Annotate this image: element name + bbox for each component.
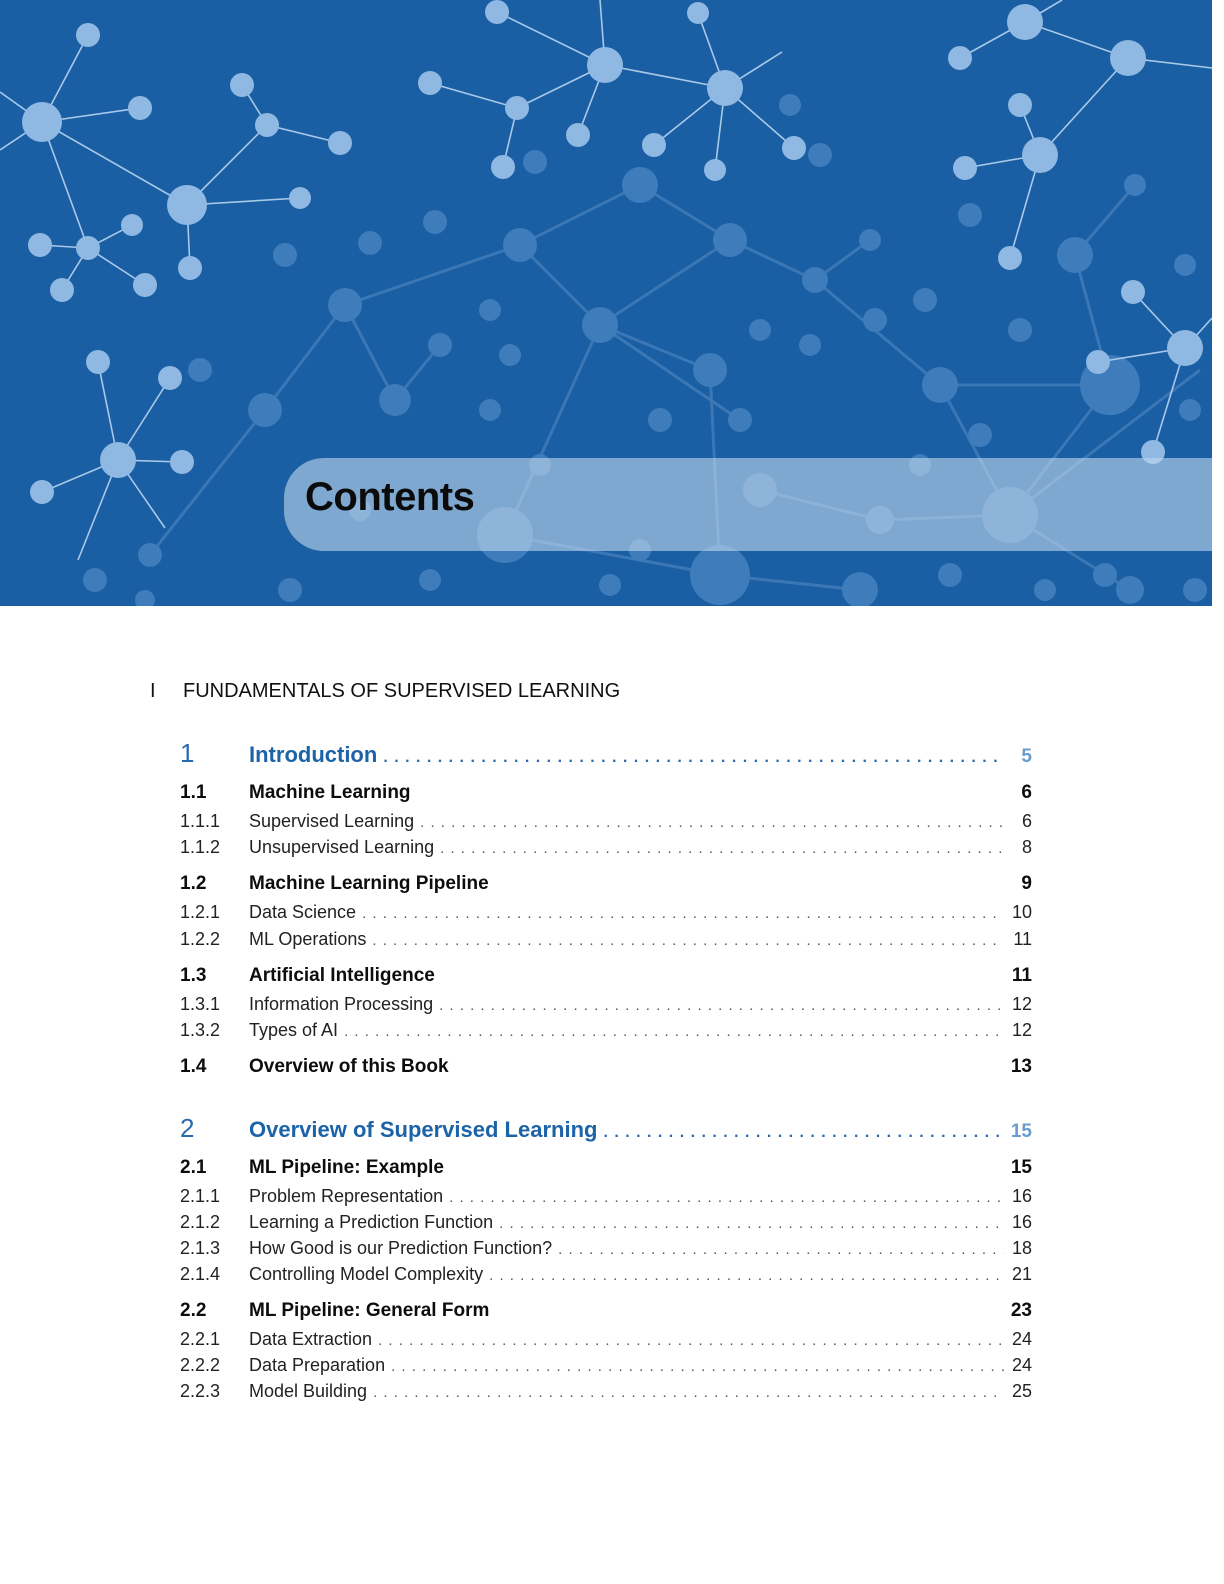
toc-title[interactable]: Data Science (249, 902, 357, 922)
toc-section-1-4[interactable] (180, 1056, 1032, 1078)
leader-dots (439, 997, 1004, 1014)
toc-subsection-2-1-4[interactable] (180, 1264, 1032, 1285)
toc-section-2-1[interactable] (180, 1157, 1032, 1179)
toc-page[interactable]: 9 (1021, 873, 1032, 894)
toc-chapter-2[interactable] (180, 1113, 1032, 1144)
toc-number: 1.3.1 (180, 994, 221, 1014)
toc-page[interactable]: 16 (1011, 1186, 1032, 1206)
leader-dots (558, 1241, 1004, 1258)
leader-dots (362, 905, 1004, 922)
toc-page[interactable]: 13 (1010, 1056, 1032, 1077)
toc-page[interactable]: 25 (1011, 1381, 1032, 1401)
toc-number: 2.2.2 (180, 1355, 221, 1375)
leader-dots (420, 814, 1004, 831)
toc-number: 2.2.3 (180, 1381, 221, 1401)
toc-title[interactable]: Information Processing (249, 994, 434, 1014)
leader-dots (372, 932, 1004, 949)
toc-number: 1.1.2 (180, 837, 221, 857)
toc-subsection-1-2-1[interactable] (180, 902, 1032, 923)
toc-subsection-2-1-1[interactable] (180, 1186, 1032, 1207)
toc-chapter-1[interactable] (180, 738, 1032, 769)
toc-page[interactable]: 6 (1021, 811, 1032, 831)
toc-number: 2.1.3 (180, 1238, 221, 1258)
toc-page[interactable]: 16 (1011, 1212, 1032, 1232)
toc-page[interactable]: 15 (1010, 1157, 1032, 1178)
toc-title[interactable]: How Good is our Prediction Function? (249, 1238, 553, 1258)
toc-page[interactable]: 24 (1011, 1329, 1032, 1349)
toc-page[interactable]: 18 (1011, 1238, 1032, 1258)
toc-number: 1.2.2 (180, 929, 221, 949)
toc-page[interactable]: 10 (1011, 902, 1032, 922)
toc-subsection-1-2-2[interactable] (180, 929, 1032, 950)
part-number: I (150, 680, 156, 702)
page-title: Contents (305, 475, 475, 519)
toc-section-1-2[interactable] (180, 873, 1032, 895)
toc-title[interactable]: Overview of this Book (249, 1056, 449, 1077)
toc-title[interactable]: Artificial Intelligence (249, 965, 435, 986)
leader-dots (489, 1267, 1004, 1284)
toc-number: 2.1.4 (180, 1264, 221, 1284)
toc-title[interactable]: Problem Representation (249, 1186, 444, 1206)
toc-page[interactable]: 21 (1011, 1264, 1032, 1284)
toc-number: 1.1 (180, 782, 207, 803)
toc-title[interactable]: ML Pipeline: Example (249, 1157, 444, 1178)
toc-subsection-2-2-1[interactable] (180, 1329, 1032, 1350)
toc-section-2-2[interactable] (180, 1300, 1032, 1322)
toc-number: 2.1 (180, 1157, 207, 1178)
toc-subsection-2-2-3[interactable] (180, 1381, 1032, 1402)
toc-title[interactable]: Learning a Prediction Function (249, 1212, 494, 1232)
toc-page[interactable]: 11 (1013, 929, 1032, 949)
leader-dots (383, 749, 1004, 767)
toc-title[interactable]: Types of AI (249, 1020, 339, 1040)
toc-number: 1.2.1 (180, 902, 221, 922)
toc-title[interactable]: Introduction (249, 742, 378, 767)
toc-number: 1.3 (180, 965, 207, 986)
toc-subsection-1-3-1[interactable] (180, 994, 1032, 1015)
toc-number: 1.2 (180, 873, 207, 894)
toc-number: 1.3.2 (180, 1020, 221, 1040)
leader-dots (449, 1189, 1004, 1206)
toc-number: 1 (180, 738, 195, 768)
toc-subsection-2-1-3[interactable] (180, 1238, 1032, 1259)
leader-dots (603, 1124, 1004, 1142)
toc-number: 2.2 (180, 1300, 207, 1321)
toc-page[interactable]: 11 (1011, 965, 1032, 986)
toc-page[interactable]: 5 (1021, 746, 1032, 767)
leader-dots (378, 1332, 1004, 1349)
part-title: FUNDAMENTALS OF SUPERVISED LEARNING (183, 680, 621, 702)
toc-subsection-2-1-2[interactable] (180, 1212, 1032, 1233)
leader-dots (440, 840, 1004, 857)
toc-number: 2.1.1 (180, 1186, 221, 1206)
header-banner (0, 0, 1212, 606)
toc-number: 2.2.1 (180, 1329, 221, 1349)
leader-dots (373, 1384, 1004, 1401)
toc-page[interactable]: 6 (1021, 782, 1032, 803)
toc-page[interactable]: 23 (1010, 1300, 1032, 1321)
toc-section-1-3[interactable] (180, 965, 1032, 987)
toc-title[interactable]: Model Building (249, 1381, 368, 1401)
toc-subsection-1-1-1[interactable] (180, 811, 1032, 832)
toc-page[interactable]: 15 (1010, 1121, 1032, 1142)
toc-title[interactable]: Data Extraction (249, 1329, 373, 1349)
toc-number: 1.1.1 (180, 811, 221, 831)
toc-title[interactable]: Data Preparation (249, 1355, 386, 1375)
toc-title[interactable]: Machine Learning (249, 782, 411, 803)
toc-page[interactable]: 24 (1011, 1355, 1032, 1375)
toc-page[interactable]: 8 (1021, 837, 1032, 857)
toc-title[interactable]: ML Operations (249, 929, 367, 949)
toc-subsection-1-1-2[interactable] (180, 837, 1032, 858)
toc-title[interactable]: Overview of Supervised Learning (249, 1117, 598, 1142)
toc-title[interactable]: Controlling Model Complexity (249, 1264, 484, 1284)
toc-subsection-1-3-2[interactable] (180, 1020, 1032, 1041)
toc-number: 2.1.2 (180, 1212, 221, 1232)
part-heading (150, 680, 620, 703)
toc-title[interactable]: ML Pipeline: General Form (249, 1300, 490, 1321)
toc-section-1-1[interactable] (180, 782, 1032, 804)
toc-page[interactable]: 12 (1011, 994, 1032, 1014)
leader-dots (344, 1023, 1004, 1040)
toc-title[interactable]: Machine Learning Pipeline (249, 873, 489, 894)
leader-dots (391, 1358, 1004, 1375)
toc-number: 1.4 (180, 1056, 207, 1077)
toc-number: 2 (180, 1113, 195, 1143)
toc-subsection-2-2-2[interactable] (180, 1355, 1032, 1376)
toc-title[interactable]: Supervised Learning (249, 811, 415, 831)
leader-dots (499, 1215, 1004, 1232)
toc-page[interactable]: 12 (1011, 1020, 1032, 1040)
toc-title[interactable]: Unsupervised Learning (249, 837, 435, 857)
